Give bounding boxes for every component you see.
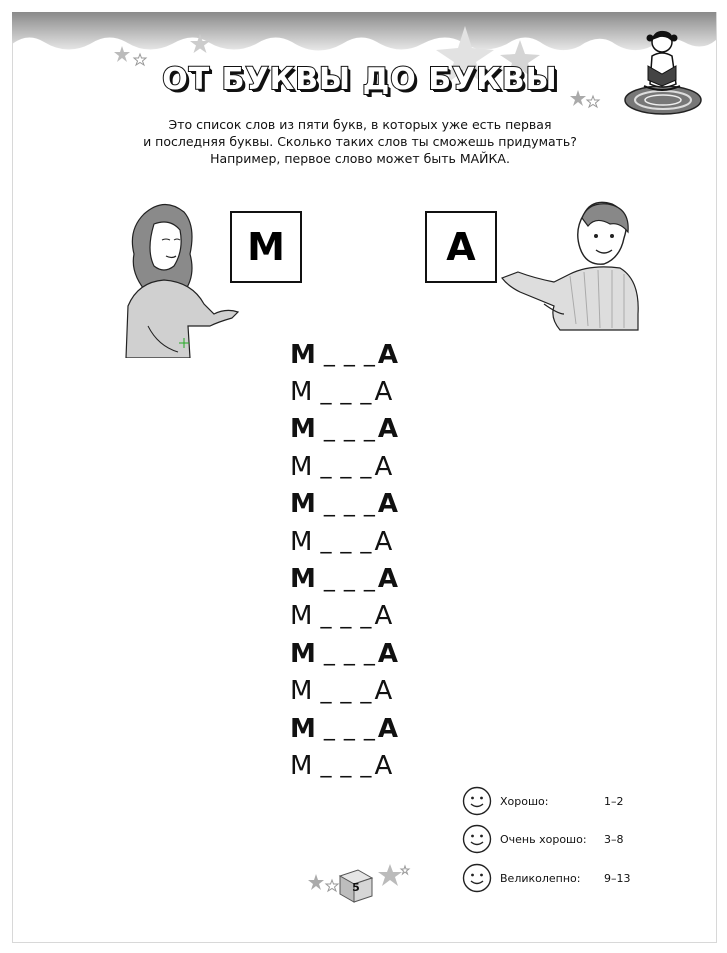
word-row[interactable] xyxy=(290,560,440,597)
word-rows xyxy=(290,336,440,785)
first-letter-box: М xyxy=(230,211,302,283)
row-blanks: _ _ _ xyxy=(320,379,373,405)
score-range: 9–13 xyxy=(604,871,631,885)
row-first-letter: М xyxy=(290,526,313,557)
score-label: Великолепно: xyxy=(500,871,581,885)
row-blanks: _ _ _ xyxy=(323,342,376,368)
word-row[interactable] xyxy=(290,635,440,672)
page-number: 5 xyxy=(352,881,360,894)
row-last-letter: А xyxy=(374,601,393,632)
star-icon xyxy=(568,88,602,114)
woman-illustration xyxy=(118,196,244,358)
row-last-letter: А xyxy=(377,339,398,370)
word-row[interactable] xyxy=(290,448,440,485)
row-last-letter: А xyxy=(374,676,393,707)
row-blanks: _ _ _ xyxy=(323,491,376,517)
score-label: Очень хорошо: xyxy=(500,832,587,846)
row-first-letter: М xyxy=(290,489,316,520)
row-last-letter: А xyxy=(374,750,393,781)
row-blanks: _ _ _ xyxy=(323,566,376,592)
row-first-letter: М xyxy=(290,750,313,781)
row-first-letter: М xyxy=(290,713,316,744)
row-first-letter: М xyxy=(290,339,316,370)
row-blanks: _ _ _ xyxy=(323,716,376,742)
word-row[interactable] xyxy=(290,598,440,635)
boy-illustration xyxy=(500,194,642,334)
star-icon xyxy=(112,44,152,74)
word-row[interactable] xyxy=(290,336,440,373)
word-row[interactable] xyxy=(290,373,440,410)
word-row[interactable] xyxy=(290,710,440,747)
row-blanks: _ _ _ xyxy=(320,529,373,555)
score-label: Хорошо: xyxy=(500,794,549,808)
row-last-letter: А xyxy=(377,489,398,520)
instructions xyxy=(100,116,620,167)
row-last-letter: А xyxy=(377,414,398,445)
score-range: 3–8 xyxy=(604,832,624,846)
word-row[interactable] xyxy=(290,673,440,710)
page-title: ОТ БУКВЫ ДО БУКВЫ xyxy=(162,62,558,97)
smiley-icon xyxy=(462,786,492,816)
row-blanks: _ _ _ xyxy=(320,678,373,704)
row-last-letter: А xyxy=(374,377,393,408)
row-first-letter: М xyxy=(290,601,313,632)
row-first-letter: М xyxy=(290,564,316,595)
reading-girl-illustration xyxy=(622,28,704,118)
word-row[interactable] xyxy=(290,747,440,784)
row-first-letter: М xyxy=(290,414,316,445)
row-blanks: _ _ _ xyxy=(320,603,373,629)
score-range: 1–2 xyxy=(604,794,624,808)
row-first-letter: М xyxy=(290,676,313,707)
last-letter-box: А xyxy=(425,211,497,283)
word-row[interactable] xyxy=(290,523,440,560)
smiley-icon xyxy=(462,863,492,893)
instructions-line: Это список слов из пяти букв, в которых уже есть первая xyxy=(168,117,552,132)
word-row[interactable] xyxy=(290,411,440,448)
instructions-line: Например, первое слово может быть МАЙКА. xyxy=(210,151,510,166)
star-icon xyxy=(185,32,215,58)
star-icon xyxy=(376,862,412,892)
row-last-letter: А xyxy=(377,564,398,595)
score-row xyxy=(462,786,644,816)
row-last-letter: А xyxy=(377,638,398,669)
instructions-line: и последняя буквы. Сколько таких слов ты сможешь придумать? xyxy=(143,134,577,149)
row-last-letter: А xyxy=(374,451,393,482)
smiley-icon xyxy=(462,824,492,854)
row-blanks: _ _ _ xyxy=(323,641,376,667)
row-blanks: _ _ _ xyxy=(323,416,376,442)
score-row xyxy=(462,863,644,893)
row-first-letter: М xyxy=(290,638,316,669)
row-blanks: _ _ _ xyxy=(320,454,373,480)
row-blanks: _ _ _ xyxy=(320,753,373,779)
row-last-letter: А xyxy=(377,713,398,744)
row-last-letter: А xyxy=(374,526,393,557)
score-row xyxy=(462,824,644,854)
row-first-letter: М xyxy=(290,451,313,482)
word-row[interactable] xyxy=(290,486,440,523)
row-first-letter: М xyxy=(290,377,313,408)
